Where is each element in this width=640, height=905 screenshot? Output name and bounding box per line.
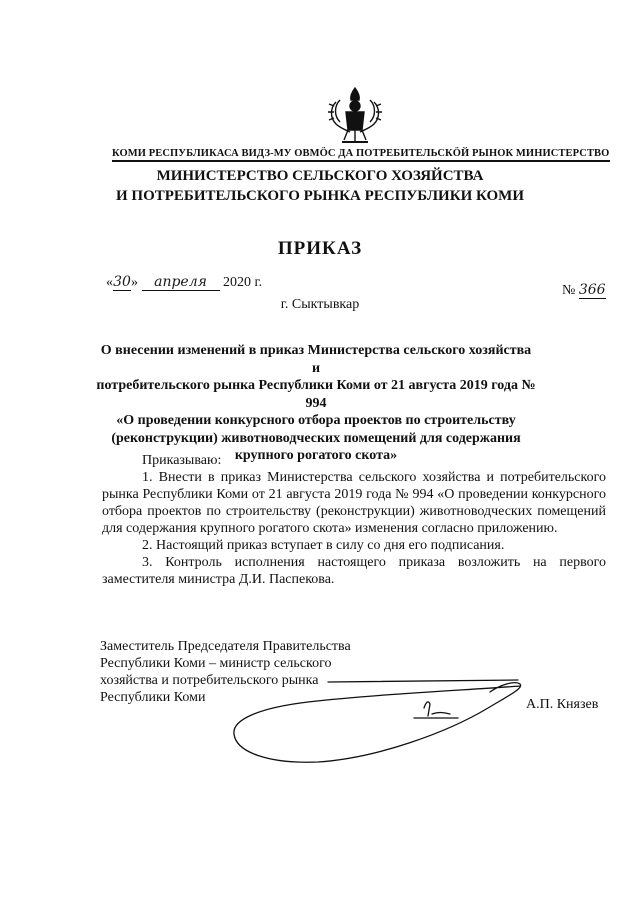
subject-line-4: (реконструкции) животноводческих помещений для содержания [111, 430, 521, 446]
signatory-name: А.П. Князев [526, 697, 599, 712]
ministry-name-line-1: МИНИСТЕРСТВО СЕЛЬСКОГО ХОЗЯЙСТВА [156, 168, 484, 184]
order-subject [96, 342, 536, 465]
date-quote-close: » [131, 275, 138, 290]
date-year: 2020 г. [223, 275, 263, 290]
subject-line-1: О внесении изменений в приказ Министерства сельского хозяйства и [100, 343, 532, 376]
ministry-name [0, 166, 640, 206]
body-item-2: 2. Настоящий приказ вступает в силу со дня его подписания. [142, 538, 505, 553]
order-body [102, 452, 606, 588]
subject-line-2: потребительского рынка Республики Коми от 21 августа 2019 года № 994 [96, 378, 536, 411]
komi-coat-of-arms-icon [326, 84, 384, 148]
order-number-value: 366 [578, 282, 606, 298]
date-month: апреля [142, 274, 220, 291]
order-city: г. Сыктывкар [280, 297, 360, 312]
handwritten-signature [228, 672, 528, 772]
order-title: ПРИКАЗ [277, 238, 363, 259]
subject-line-5: крупного рогатого скота» [234, 448, 398, 463]
signatory-title-line-1: Заместитель Председателя Правительства [100, 639, 351, 654]
signatory-title-line-4: Республики Коми [100, 690, 206, 705]
ministry-name-line-2: И ПОТРЕБИТЕЛЬСКОГО РЫНКА РЕСПУБЛИКИ КОМИ [115, 188, 524, 204]
order-date [106, 274, 262, 291]
date-day: 30 [113, 274, 131, 290]
body-item-3: 3. Контроль исполнения настоящего приказа возложить на первого заместителя министра Д.И. Паспекова. [102, 555, 606, 587]
date-quote-open: « [106, 275, 113, 290]
signatory-title-line-2: Республики Коми – министр сельского [100, 656, 332, 671]
body-lead: Приказываю: [142, 453, 222, 468]
body-item-1: 1. Внести в приказ Министерства сельского хозяйства и потребительского рынка Республики Коми от 21 августа 2019 года № 994 «О проведении конкурсного отбора проектов по строительству (реконструкции) животноводческих помещений для содержания крупного рогатого скота» изменения согласно приложению. [102, 470, 606, 536]
komi-language-ministry-name: КОМИ РЕСПУБЛИКАСА ВИДЗ-МУ ОВМÖС ДА ПОТРЕБИТЕЛЬСКÖЙ РЫНОК МИНИСТЕРСТВО [112, 148, 610, 162]
order-number-label: № [562, 283, 576, 298]
signatory-title-line-3: хозяйства и потребительского рынка [100, 673, 319, 688]
subject-line-3: «О проведении конкурсного отбора проектов по строительству [116, 413, 516, 428]
